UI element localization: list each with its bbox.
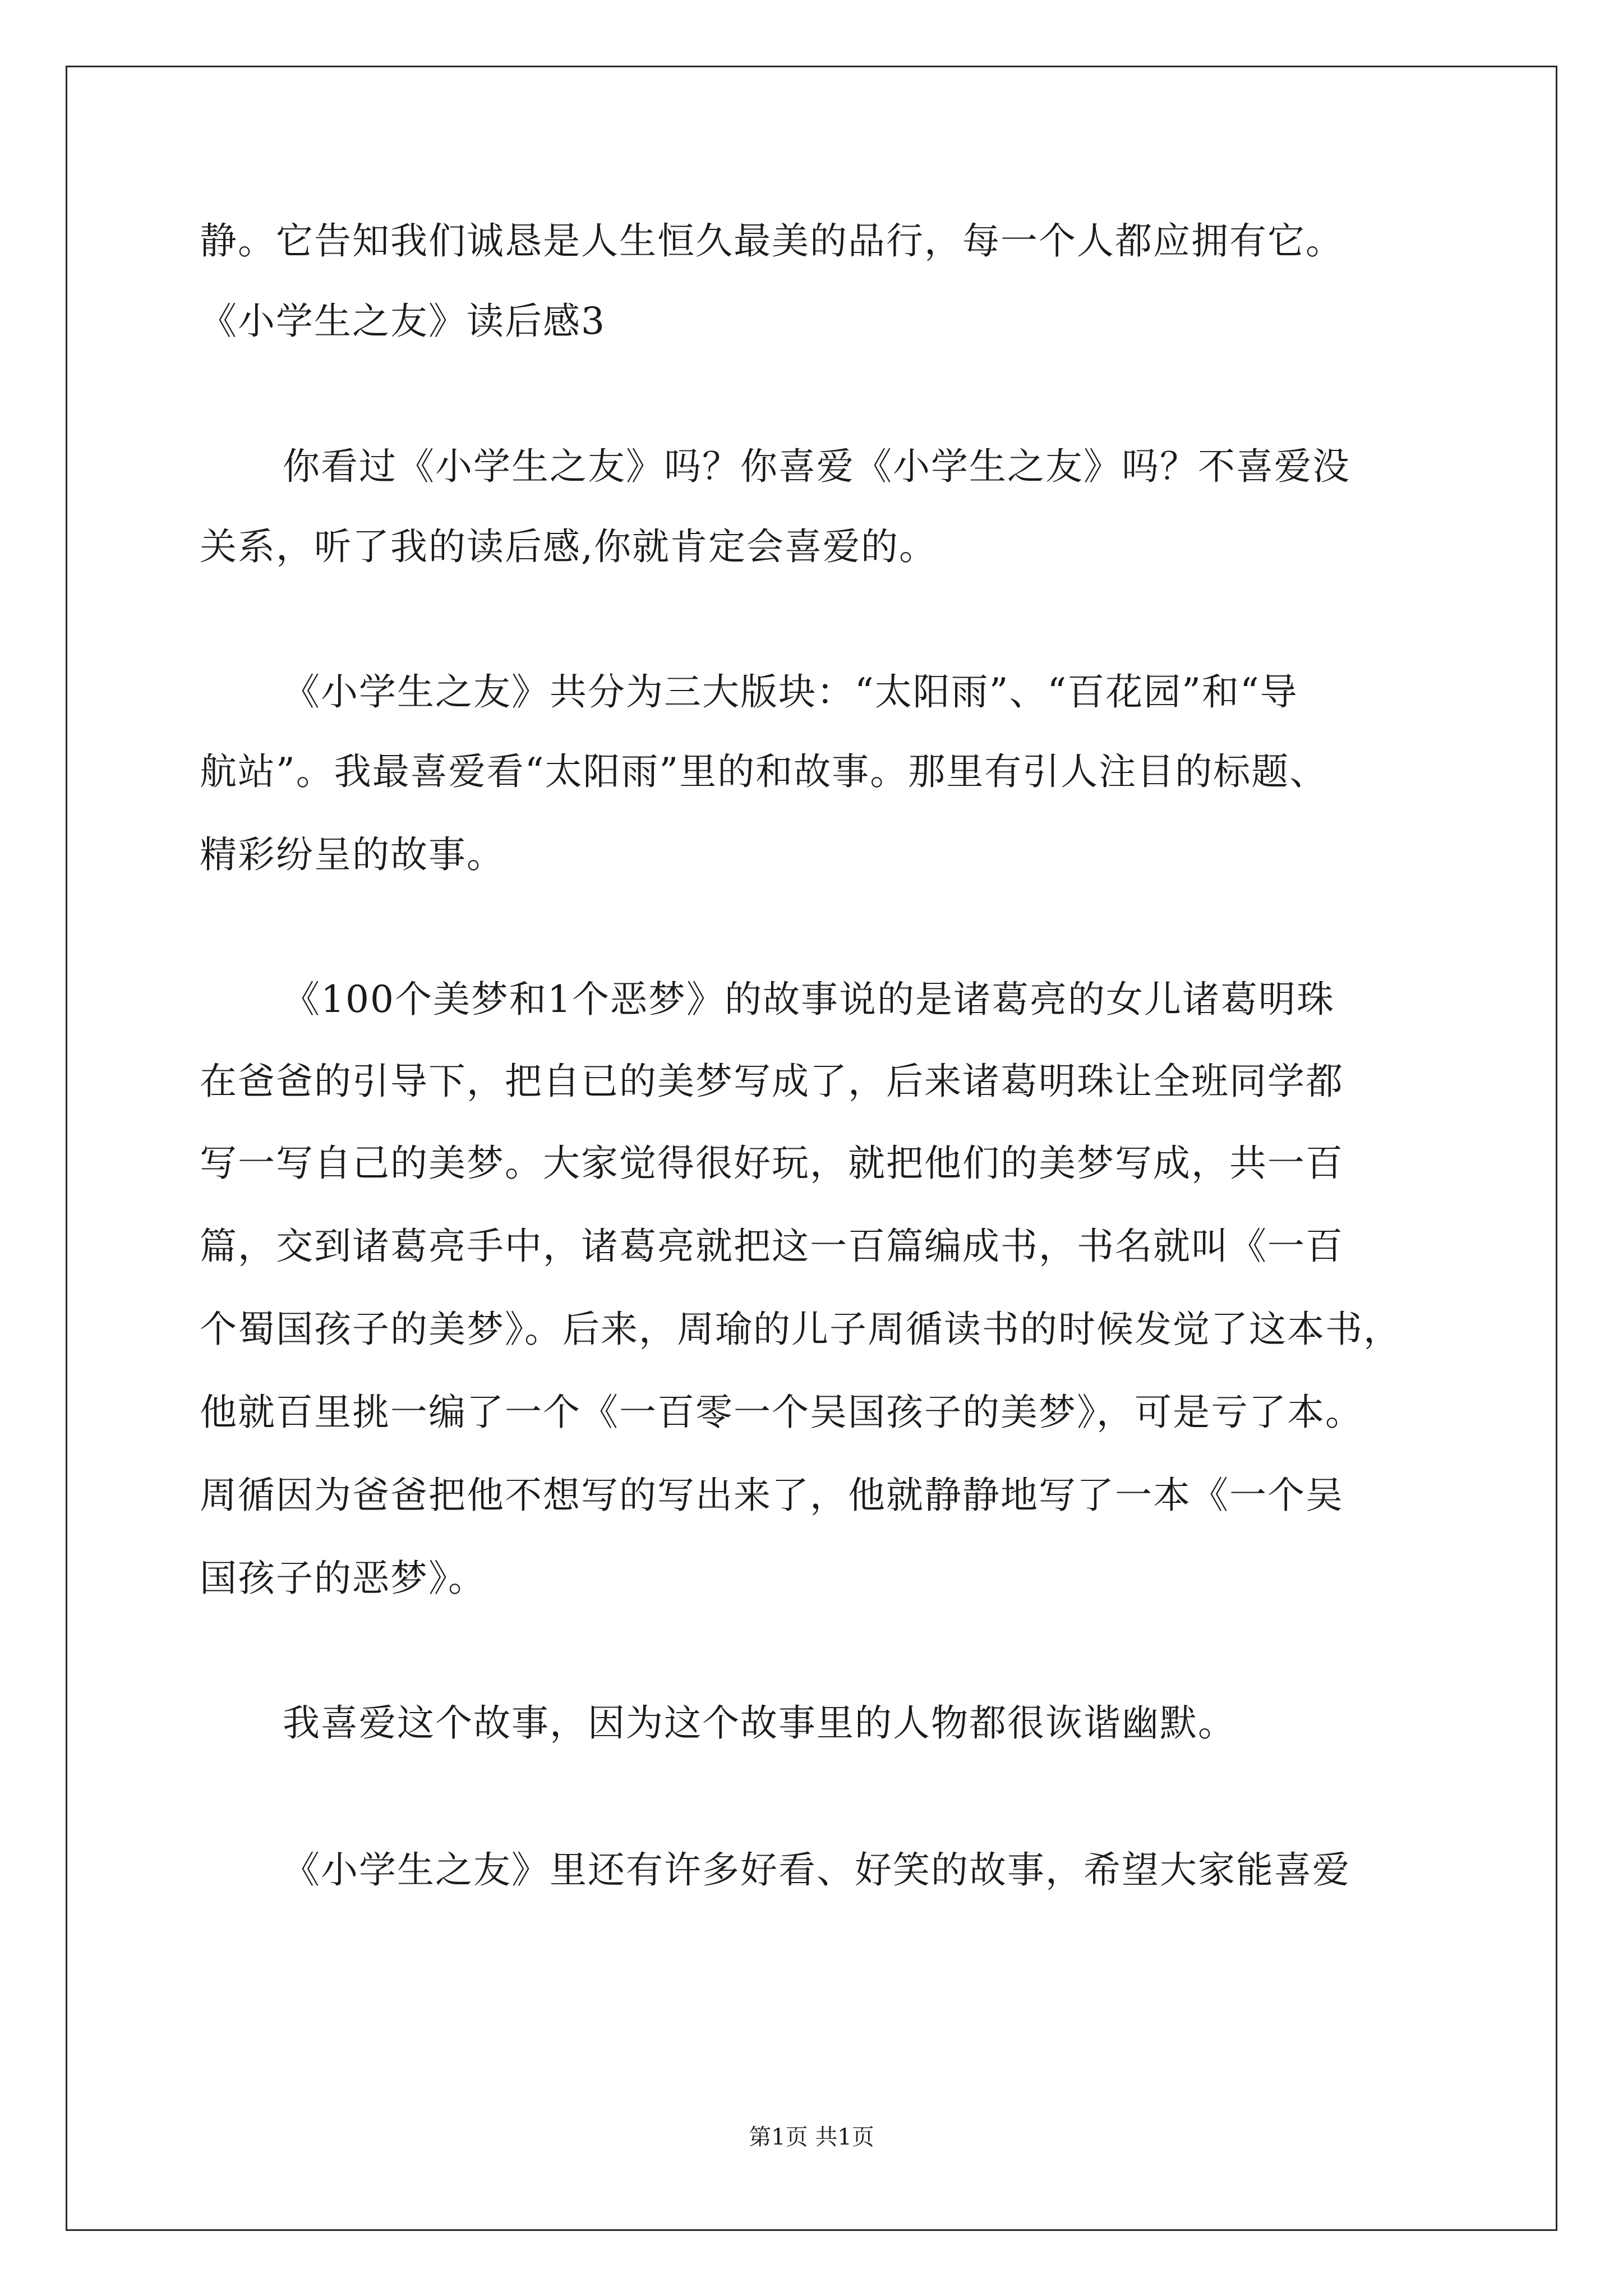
text-line: 写一写自己的美梦。大家觉得很好玩，就把他们的美梦写成，共一百 xyxy=(200,1142,1344,1185)
text-line: 我喜爱这个故事，因为这个故事里的人物都很诙谐幽默。 xyxy=(283,1701,1236,1745)
text-line: 周循因为爸爸把他不想写的写出来了，他就静静地写了一本《一个吴 xyxy=(200,1474,1344,1517)
text-line: 在爸爸的引导下，把自已的美梦写成了，后来诸葛明珠让全班同学都 xyxy=(200,1060,1344,1103)
text-line: 个蜀国孩子的美梦》。后来，周瑜的儿子周循读书的时候发觉了这本书， xyxy=(200,1308,1401,1351)
text-line: 国孩子的恶梦》。 xyxy=(200,1557,486,1600)
text-line: 《100个美梦和1个恶梦》的故事说的是诸葛亮的女儿诸葛明珠 xyxy=(283,978,1335,1021)
text-line: 关系，听了我的读后感,你就肯定会喜爱的。 xyxy=(200,525,937,568)
section-title: 《小学生之友》读后感3 xyxy=(200,300,606,343)
text-line: 篇，交到诸葛亮手中，诸葛亮就把这一百篇编成书，书名就叫《一百 xyxy=(200,1225,1344,1268)
text-line: 精彩纷呈的故事。 xyxy=(200,833,505,876)
page-footer: 第1页 共1页 xyxy=(749,2124,874,2150)
text-line: 他就百里挑一编了一个《一百零一个吴国孩子的美梦》，可是亏了本。 xyxy=(200,1391,1363,1434)
text-line: 静。它告知我们诚恳是人生恒久最美的品行，每一个人都应拥有它。 xyxy=(200,219,1344,263)
text-line: 《小学生之友》里还有许多好看、好笑的故事，希望大家能喜爱 xyxy=(283,1848,1350,1892)
text-line: 《小学生之友》共分为三大版块：“太阳雨”、“百花园”和“导 xyxy=(283,670,1298,714)
text-line: 航站”。我最喜爱看“太阳雨”里的和故事。那里有引人注目的标题、 xyxy=(200,750,1328,793)
text-line: 你看过《小学生之友》吗？你喜爱《小学生之友》吗？不喜爱没 xyxy=(283,445,1350,488)
